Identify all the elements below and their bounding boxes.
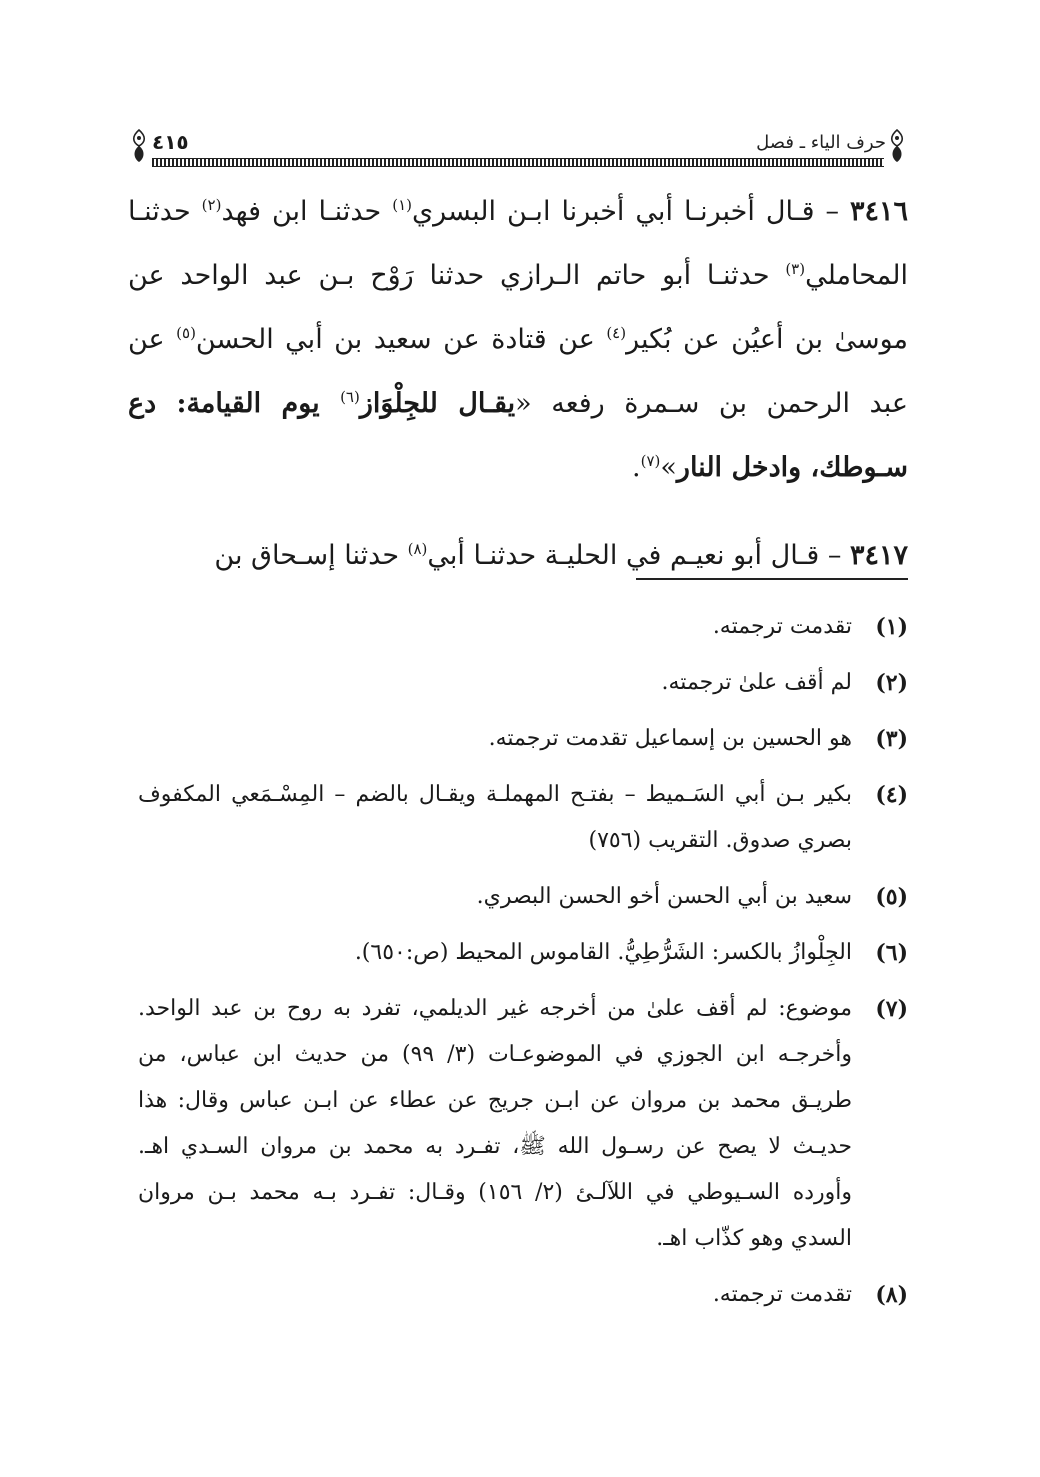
entry-text: . [632,452,641,483]
footnote-text: سعيد بن أبي الحسن أخو الحسن البصري. [476,884,852,909]
footnote [138,772,908,864]
footnote-ref: (٨) [407,540,428,558]
footnote-text: تقدمت ترجمته. [712,614,852,639]
footnote-text: الجِلْوازُ بالكسر: الشَرُّطِيُّ. القاموس المحيط (ص:٦٥٠). [354,940,852,965]
page-header [128,128,908,168]
footnote [138,716,908,762]
header-ornament-rule [152,158,884,167]
hadith-entry [128,180,908,500]
footnote [138,986,908,1262]
footnote-text: لم أقف علىٰ ترجمته. [661,670,852,695]
footnote [138,1272,908,1318]
footnote [138,874,908,920]
footnote-ref: (٢) [201,196,222,214]
hadith-quote: يقـال للجِلْوَاز [359,388,516,419]
footnote-number: (٧) [875,996,908,1022]
entry-text: – قـال أخبرنـا أبي أخبرنا ابـن البسري [411,196,839,227]
footnote-number: (١) [875,614,908,640]
footnote-ref: (٥) [176,324,196,342]
footnote-ref: (٧) [640,452,661,470]
ornament-icon [886,128,908,164]
footnote-separator [636,578,908,580]
main-text [128,180,908,588]
footnote-text: هو الحسين بن إسماعيل تقدمت ترجمته. [488,726,852,751]
entry-text: – قـال أبو نعيـم في الحليـة حدثنـا أبي [427,540,842,571]
footnote-text: بكير بـن أبي السَـميط – بفتـح المهملـة ويقـال بالضم – المِسْـمَعي المكفوف بصري صدوق. التقريب (٧٥٦) [138,782,852,853]
footnote-number: (٤) [875,782,908,808]
footnote-ref: (٦) [340,388,360,406]
footnote-number: (٦) [875,940,908,966]
hadith-quote: يوم القيامة: دع سـوطك، وادخل النار [128,388,908,483]
footnote [138,604,908,650]
entry-text: حدثنـا المحاملي [128,196,908,291]
entry-text: حدثنا إسـحاق بن [214,540,408,571]
footnote [138,660,908,706]
page-number: ٤١٥ [152,130,189,154]
footnote-number: (٣) [875,726,908,752]
ornament-icon [128,128,150,164]
entry-text: عن عبد الرحمن بن سـمرة رفعه « [128,324,908,419]
entry-text: حدثنـا ابن فهد [221,196,393,227]
entry-text: عن قتادة عن سعيد بن أبي الحسن [195,324,607,355]
entry-number: ٣٤١٦ [849,196,908,227]
footnote-number: (٨) [875,1282,908,1308]
footnotes [138,604,908,1328]
footnote-ref: (١) [392,196,412,214]
footnote-ref: (٣) [785,260,806,278]
entry-number: ٣٤١٧ [849,540,908,571]
footnote-text: تقدمت ترجمته. [712,1282,852,1307]
footnote-ref: (٤) [606,324,627,342]
footnote-text: موضوع: لم أقف علىٰ من أخرجه غير الديلمي، تفرد به روح بن عبد الواحد. وأخرجـه ابن الجوزي في الموضوعـات (٣/ ٩٩) من حديث ابن عباس، من طريـق محمد بن مروان عن ابـن جريج عن عطاء عن ابـن عباس وقال: هذا حديـث لا يصح عن رسـول الله ﷺ، تفـرد به محمد بن مروان السـدي اهـ. وأورده السـيوطي في اللآلـئ (٢/ ١٥٦) وقـال: تفـرد بـه محمد بـن مروان السدي وهو كذّاب اهـ. [138,996,853,1251]
entry-text: » [660,452,677,483]
footnote-number: (٥) [875,884,908,910]
entry-text: حدثنـا أبو حاتم الـرازي حدثنا رَوْح بـن عبد الواحد عن موسىٰ بن أعيُن عن بُكير [128,260,909,355]
footnote [138,930,908,976]
footnote-number: (٢) [875,670,908,696]
header-title: حرف الياء ـ فصل [756,132,886,153]
